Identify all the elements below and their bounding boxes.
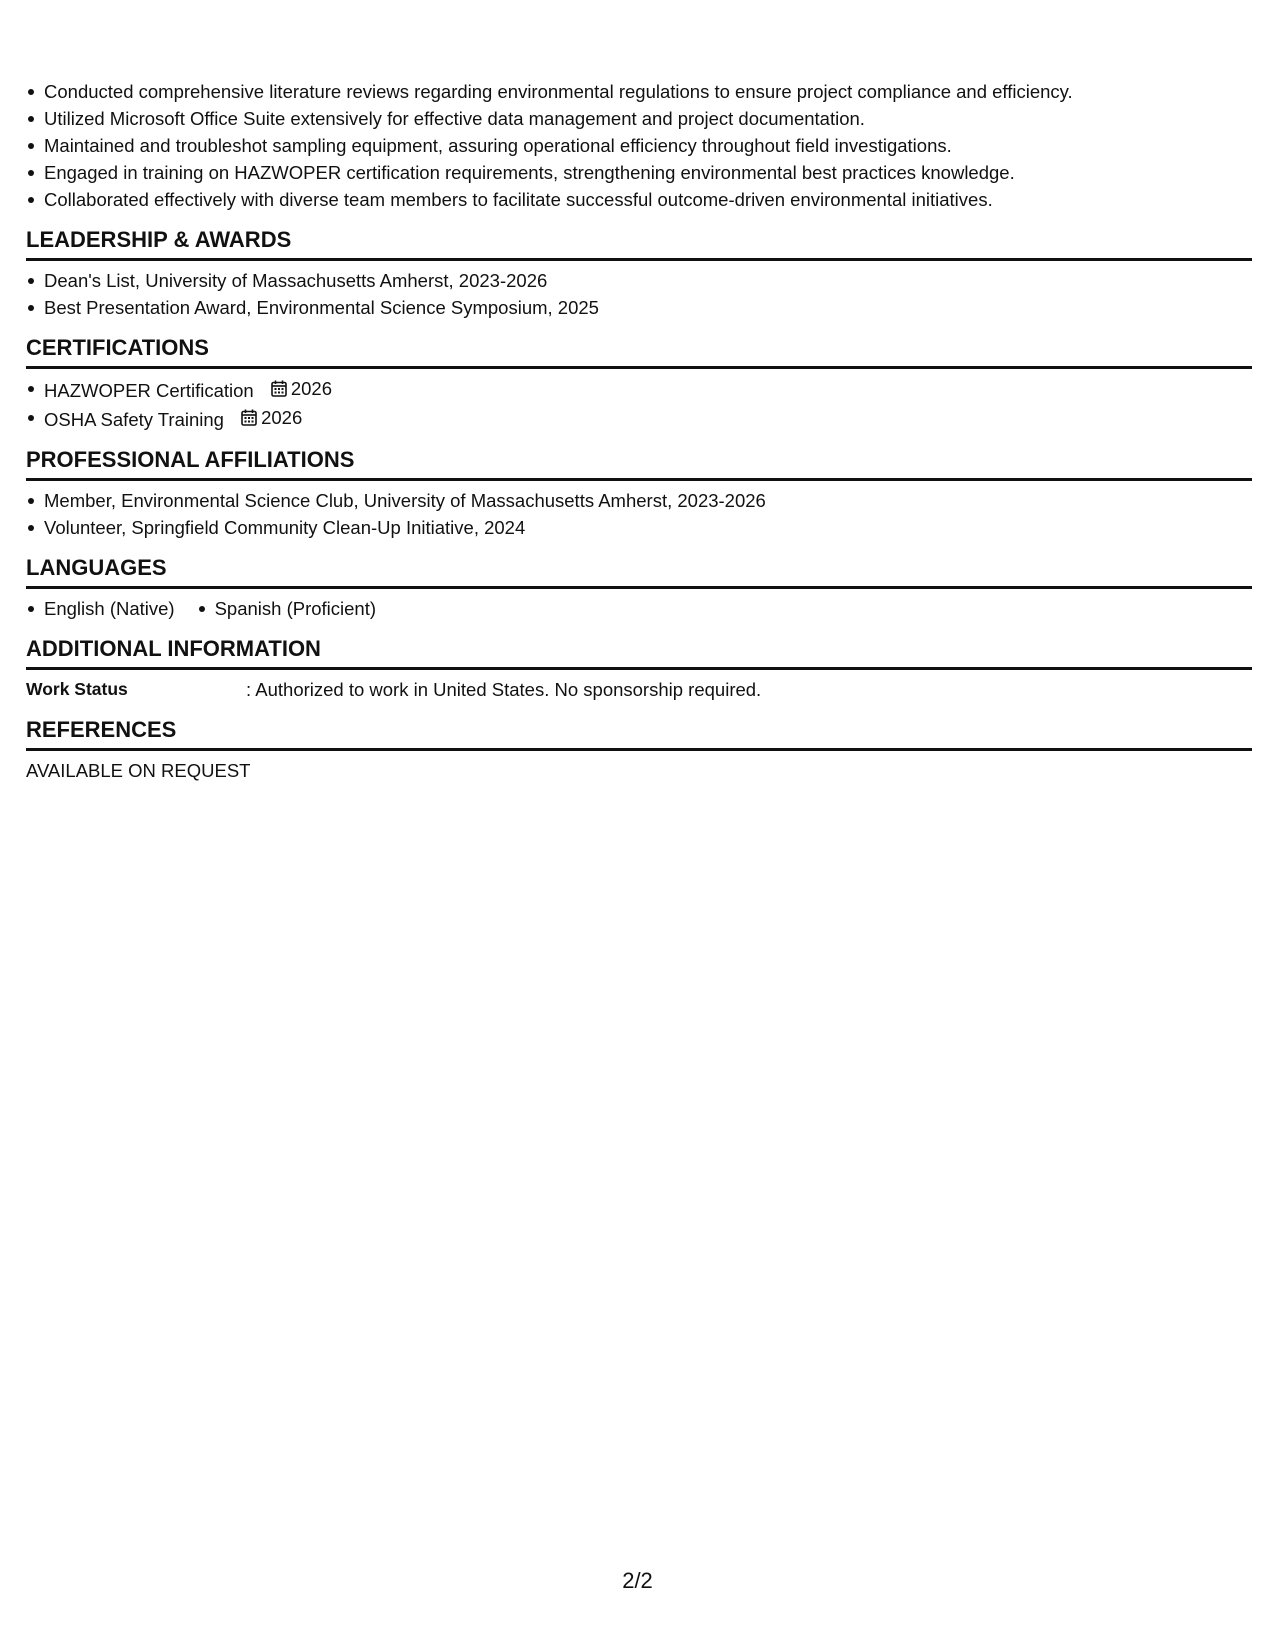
leadership-section xyxy=(26,227,1252,321)
certification-date xyxy=(241,404,302,431)
list-item: Member, Environmental Science Club, University of Massachusetts Amherst, 2023-2026 xyxy=(26,487,1252,514)
list-item: Maintained and troubleshot sampling equipment, assuring operational efficiency throughout field investigations. xyxy=(26,132,1252,159)
resume-page xyxy=(26,78,1252,784)
list-item: Volunteer, Springfield Community Clean-Up Initiative, 2024 xyxy=(26,514,1252,541)
affiliations-list xyxy=(26,487,1252,541)
experience-bullets xyxy=(26,78,1252,213)
section-title: CERTIFICATIONS xyxy=(26,335,1252,369)
list-item xyxy=(26,404,1252,433)
section-title: LEADERSHIP & AWARDS xyxy=(26,227,1252,261)
certifications-list xyxy=(26,375,1252,433)
list-item: Spanish (Proficient) xyxy=(197,595,376,622)
languages-list xyxy=(26,595,1252,622)
list-item xyxy=(26,375,1252,404)
certification-date xyxy=(271,375,332,402)
affiliations-section xyxy=(26,447,1252,541)
certifications-section xyxy=(26,335,1252,433)
calendar-icon xyxy=(271,380,287,397)
leadership-list xyxy=(26,267,1252,321)
section-title: ADDITIONAL INFORMATION xyxy=(26,636,1252,670)
list-item: Utilized Microsoft Office Suite extensively for effective data management and project documentation. xyxy=(26,105,1252,132)
certification-year: 2026 xyxy=(290,378,333,399)
certification-year: 2026 xyxy=(261,407,303,428)
work-status-row xyxy=(26,676,1252,703)
languages-section xyxy=(26,555,1252,622)
list-item: Engaged in training on HAZWOPER certification requirements, strengthening environmental best practices knowledge. xyxy=(26,159,1252,186)
list-item: Best Presentation Award, Environmental Science Symposium, 2025 xyxy=(26,294,1252,321)
certification-name: HAZWOPER Certification xyxy=(44,380,254,401)
references-section xyxy=(26,717,1252,784)
list-item: Collaborated effectively with diverse team members to facilitate successful outcome-driven environmental initiatives. xyxy=(26,186,1252,213)
work-status-label: Work Status xyxy=(26,679,128,699)
section-title: PROFESSIONAL AFFILIATIONS xyxy=(26,447,1252,481)
references-text: AVAILABLE ON REQUEST xyxy=(26,760,251,781)
work-status-value: : Authorized to work in United States. No sponsorship required. xyxy=(246,679,762,700)
list-item: Dean's List, University of Massachusetts Amherst, 2023-2026 xyxy=(26,267,1252,294)
calendar-icon xyxy=(241,409,257,426)
page-number: 2/2 xyxy=(622,1568,653,1593)
list-item: Conducted comprehensive literature reviews regarding environmental regulations to ensure project compliance and efficiency. xyxy=(26,78,1252,105)
certification-name: OSHA Safety Training xyxy=(44,409,224,430)
section-title: REFERENCES xyxy=(26,717,1252,751)
additional-info-section xyxy=(26,636,1252,703)
section-title: LANGUAGES xyxy=(26,555,1252,589)
list-item: English (Native) xyxy=(26,595,175,622)
